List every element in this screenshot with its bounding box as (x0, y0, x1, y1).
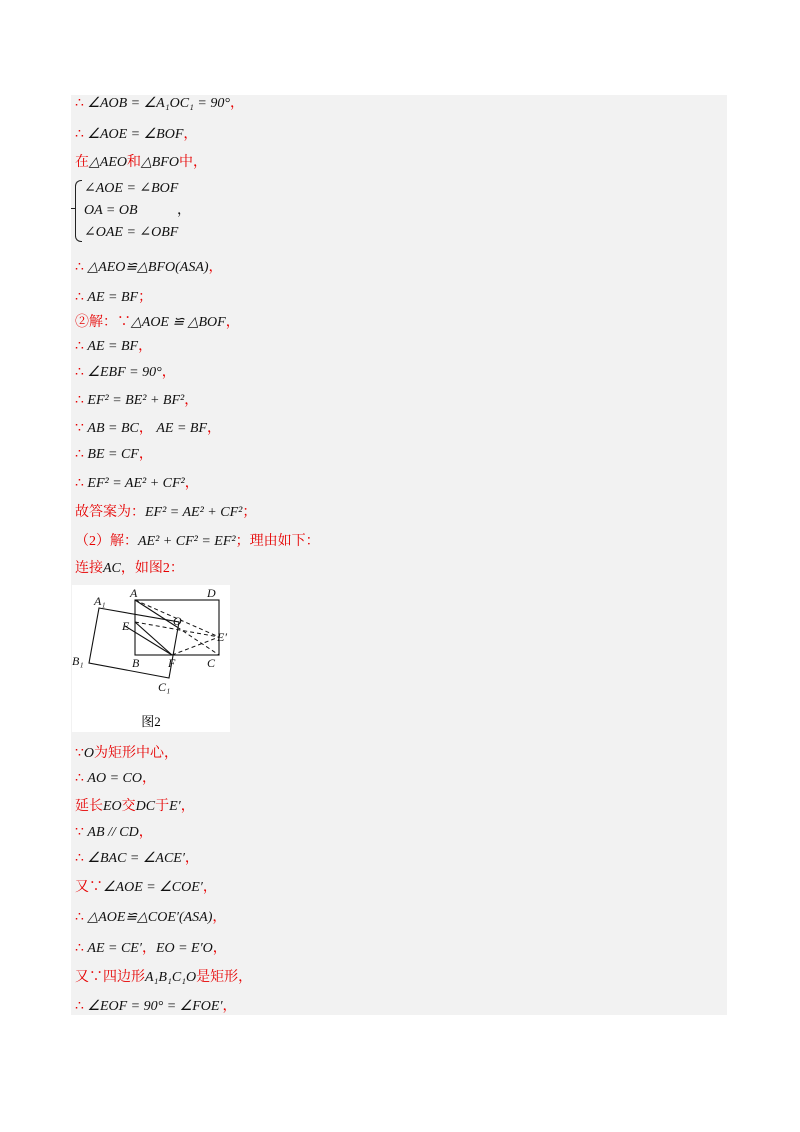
label-d: D (207, 586, 216, 600)
segment-ef (135, 622, 172, 655)
math-expression: △AEO≌△BFO(ASA) (87, 260, 209, 275)
step-line (75, 361, 176, 385)
step-line (75, 795, 195, 819)
math-expression: EF² = AE² + CF² (145, 505, 243, 520)
therefore-symbol: ∴ (75, 910, 84, 925)
step-line (75, 151, 207, 175)
math-expression: AE = BF (87, 290, 139, 305)
step-line (75, 389, 198, 413)
step-line (75, 417, 221, 441)
punctuation: ， (138, 339, 153, 354)
punctuation: ， (138, 421, 153, 436)
step-line (75, 876, 217, 900)
therefore-symbol: ∴ (75, 851, 84, 866)
math-expression: DC (135, 799, 156, 814)
math-expression: ∠EBF = 90° (87, 365, 162, 380)
therefore-symbol: ∴ (75, 393, 84, 408)
step-line (75, 335, 152, 359)
math-expression: AO = CO (87, 771, 142, 786)
label-b1: B₁ (72, 654, 84, 668)
punctuation: ， (184, 476, 199, 491)
punctuation: ， (177, 203, 191, 218)
punctuation: ， (212, 910, 227, 925)
punctuation: ， (225, 315, 240, 330)
therefore-symbol: ∴ (75, 339, 84, 354)
text: 和 (126, 155, 141, 170)
system-row: OA = OB (84, 203, 138, 218)
math-expression: EF² = AE² + CF² (87, 476, 185, 491)
math-expression: AE = BF (87, 339, 139, 354)
step-line (75, 286, 152, 310)
math-expression: AE = BF (156, 421, 208, 436)
step-line (75, 92, 244, 116)
math-expression: AE² + CF² = EF² (138, 534, 236, 549)
segment-ao (135, 600, 177, 627)
step-line (75, 123, 197, 147)
therefore-symbol: ∴ (75, 290, 84, 305)
math-expression: BE = CF (87, 447, 139, 462)
punctuation: ， (229, 96, 244, 111)
punctuation: ， (141, 941, 156, 956)
because-symbol: ∵ (75, 825, 84, 840)
label-e-prime: E′ (217, 630, 227, 644)
math-expression: A₁B₁C₁O (145, 970, 197, 985)
because-symbol: ∵ (75, 421, 84, 436)
math-expression: ∠AOE = ∠BOF (87, 127, 184, 142)
step-line (75, 767, 156, 791)
text: 为矩形中心， (94, 746, 179, 761)
punctuation: ， (212, 941, 227, 956)
punctuation: ， (222, 999, 237, 1014)
figure-caption: 图2 (141, 714, 161, 729)
math-expression: △AOE≌△COE′(ASA) (87, 910, 213, 925)
step-line (75, 530, 320, 554)
because-symbol: ∵ (75, 746, 84, 761)
punctuation: ； (138, 290, 153, 305)
math-expression: EO = E′O (155, 941, 213, 956)
math-expression: ∠AOB = ∠A₁OC₁ = 90° (87, 96, 230, 111)
label-f: F (168, 656, 176, 670)
text: 又∵四边形 (75, 970, 145, 985)
system-row: ∠OAE = ∠OBF (84, 225, 179, 240)
step-line (75, 937, 227, 961)
punctuation: ， (138, 825, 153, 840)
therefore-symbol: ∴ (75, 771, 84, 786)
label-e: E (122, 619, 130, 633)
therefore-symbol: ∴ (75, 127, 84, 142)
step-line (75, 472, 199, 496)
punctuation: ， (208, 260, 223, 275)
text: 在 (75, 155, 89, 170)
therefore-symbol: ∴ (75, 260, 84, 275)
step-line (75, 443, 153, 467)
text: ，如图2： (120, 561, 184, 576)
punctuation: ， (138, 447, 153, 462)
step-line (75, 966, 252, 990)
geometry-figure (72, 585, 230, 732)
math-expression: E′ (169, 799, 181, 814)
figure-drawing (72, 585, 230, 709)
text: 是矩形， (196, 970, 253, 985)
math-expression: AC (103, 561, 121, 576)
therefore-symbol: ∴ (75, 96, 84, 111)
math-expression: EF² = BE² + BF² (87, 393, 185, 408)
step-line (75, 906, 226, 930)
step-line (75, 821, 153, 845)
step-line (75, 847, 199, 871)
left-brace-icon (75, 180, 82, 242)
math-expression: ∠BAC = ∠ACE′ (87, 851, 185, 866)
math-expression: △AEO (89, 155, 127, 170)
segment-ef-area (125, 626, 172, 655)
text: ②解：∵ (75, 315, 131, 330)
text: 又∵ (75, 880, 103, 895)
step-line (75, 995, 237, 1019)
math-expression: AE = CE′ (87, 941, 142, 956)
step-line (75, 256, 223, 280)
text: （2）解： (75, 534, 138, 549)
punctuation: ， (180, 799, 195, 814)
therefore-symbol: ∴ (75, 476, 84, 491)
dashed-oc (177, 627, 219, 655)
punctuation: ， (202, 880, 217, 895)
text: 连接 (75, 561, 103, 576)
label-o: O (173, 614, 182, 628)
label-c: C (207, 656, 216, 670)
therefore-symbol: ∴ (75, 447, 84, 462)
math-expression: ∠AOE = ∠COE′ (103, 880, 203, 895)
system-row: ∠AOE = ∠BOF (84, 181, 179, 196)
text: 延长 (75, 799, 103, 814)
therefore-symbol: ∴ (75, 941, 84, 956)
punctuation: ， (141, 771, 156, 786)
punctuation: ， (184, 393, 199, 408)
math-expression: AB // CD (87, 825, 139, 840)
label-c1: C₁ (158, 680, 171, 694)
math-expression: EO (103, 799, 122, 814)
step-line (75, 557, 184, 581)
step-line (75, 501, 256, 525)
text: 中， (178, 155, 207, 170)
math-expression: AB = BC (87, 421, 139, 436)
punctuation: ， (184, 851, 199, 866)
math-expression: ∠EOF = 90° = ∠FOE′ (87, 999, 223, 1014)
math-expression: △BFO (140, 155, 179, 170)
math-expression: △AOE ≌ △BOF (131, 315, 226, 330)
therefore-symbol: ∴ (75, 999, 84, 1014)
punctuation: ， (183, 127, 198, 142)
text: 于 (155, 799, 170, 814)
label-a1: A₁ (94, 594, 106, 608)
label-a: A (130, 586, 138, 600)
text: 交 (121, 799, 136, 814)
label-b: B (132, 656, 140, 670)
punctuation: ， (161, 365, 176, 380)
brace-tip (71, 208, 75, 209)
punctuation: ， (207, 421, 222, 436)
therefore-symbol: ∴ (75, 365, 84, 380)
text: 故答案为： (75, 505, 145, 520)
text: ；理由如下： (235, 534, 320, 549)
math-expression: O (83, 746, 95, 761)
step-line (75, 311, 240, 335)
punctuation: ； (242, 505, 257, 520)
step-line (75, 742, 178, 766)
